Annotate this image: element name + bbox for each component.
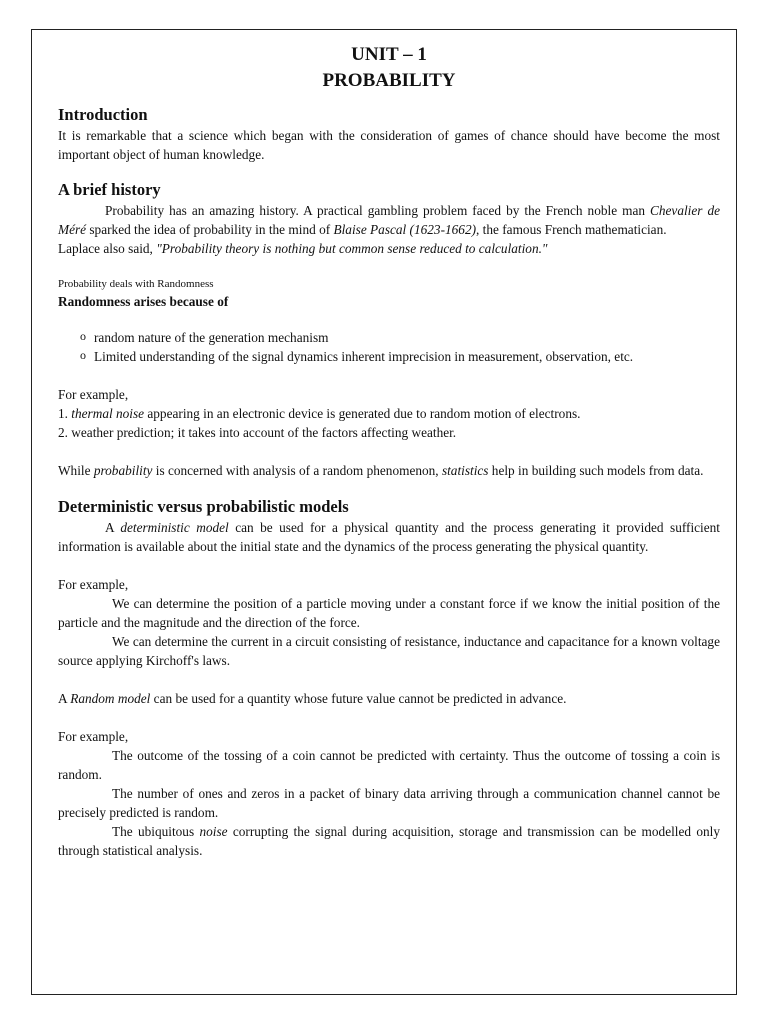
example-lead-2: For example, (58, 577, 129, 592)
example-lead-3: For example, (58, 729, 129, 744)
list-item: o random nature of the generation mechanism (80, 328, 720, 347)
deterministic-paragraph (58, 518, 720, 556)
binary-data-example: The number of ones and zeros in a packet of binary data arriving through a communication channel cannot be precisely predicted is random. (58, 786, 720, 820)
example-lead: For example, (58, 387, 129, 402)
particle-example: We can determine the position of a particle moving under a constant force if we know the initial position of the particle and the magnitude and the direction of the force. (58, 596, 720, 630)
deterministic-text-1: A (105, 520, 121, 535)
statistics-term: statistics (441, 463, 489, 478)
noise-example (58, 822, 720, 860)
example-item-1-text: appearing in an electronic device is generated due to random motion of electrons. (144, 406, 581, 421)
document-body (58, 42, 720, 860)
noise-text-1: The ubiquitous (112, 824, 200, 839)
models-heading: Deterministic versus probabilistic models (58, 497, 349, 516)
introduction-heading: Introduction (58, 105, 148, 124)
thermal-noise-term: thermal noise (71, 406, 145, 421)
deterministic-text-2: can be used for a physical quantity and the process generating it provided sufficient information is available about the initial state and the dynamics of the process generating the physical quantity. (58, 520, 720, 554)
circuit-example: We can determine the current in a circuit consisting of resistance, inductance and capacitance for a known voltage source applying Kirchoff's laws. (58, 634, 720, 668)
history-text-1: Probability has an amazing history. A practical gambling problem faced by the French noble man (105, 203, 651, 218)
random-text-1: A (58, 691, 71, 706)
list-item: o Limited understanding of the signal dynamics inherent imprecision in measurement, observation, etc. (80, 347, 720, 366)
randomness-list (58, 328, 720, 366)
history-heading: A brief history (58, 180, 161, 199)
laplace-quote: "Probability theory is nothing but common sense reduced to calculation." (156, 241, 548, 256)
history-name-pascal: Blaise Pascal (1623-1662) (333, 222, 477, 237)
random-text-2: can be used for a quantity whose future value cannot be predicted in advance. (150, 691, 567, 706)
probability-term: probability (93, 463, 153, 478)
random-model-term: Random model (70, 691, 151, 706)
randomness-heading: Randomness arises because of (58, 294, 229, 309)
deterministic-model-term: deterministic model (120, 520, 229, 535)
introduction-text: It is remarkable that a science which began with the consideration of games of chance should have become the most important object of human knowledge. (58, 128, 720, 162)
coin-example: The outcome of the tossing of a coin cannot be predicted with certainty. Thus the outcome of tossing a coin is random. (58, 748, 720, 782)
noise-text-2: corrupting the signal during acquisition, storage and transmission can be modelled only through statistical analysis. (58, 824, 720, 858)
laplace-quote-line (58, 239, 720, 258)
random-model-paragraph (58, 689, 720, 708)
history-text-2: sparked the idea of probability in the mind of (86, 222, 334, 237)
example-item-2: 2. weather prediction; it takes into account of the factors affecting weather. (58, 425, 457, 440)
history-name-mere: Chevalier de Méré (58, 203, 721, 237)
page-title: PROBABILITY (322, 70, 456, 91)
stats-text-2: is concerned with analysis of a random phenomenon, (152, 463, 442, 478)
unit-title: UNIT – 1 (351, 44, 427, 65)
stats-text-1: While (58, 463, 94, 478)
stats-text-3: help in building such models from data. (488, 463, 704, 478)
statistics-paragraph (58, 461, 720, 480)
history-text-3: , the famous French mathematician. (476, 222, 667, 237)
randomness-subtitle: Probability deals with Randomness (58, 278, 214, 290)
history-paragraph (58, 201, 720, 239)
laplace-lead: Laplace also said, (58, 241, 157, 256)
noise-term: noise (199, 824, 228, 839)
example-item-1 (58, 404, 720, 423)
example-number: 1. (58, 406, 72, 421)
